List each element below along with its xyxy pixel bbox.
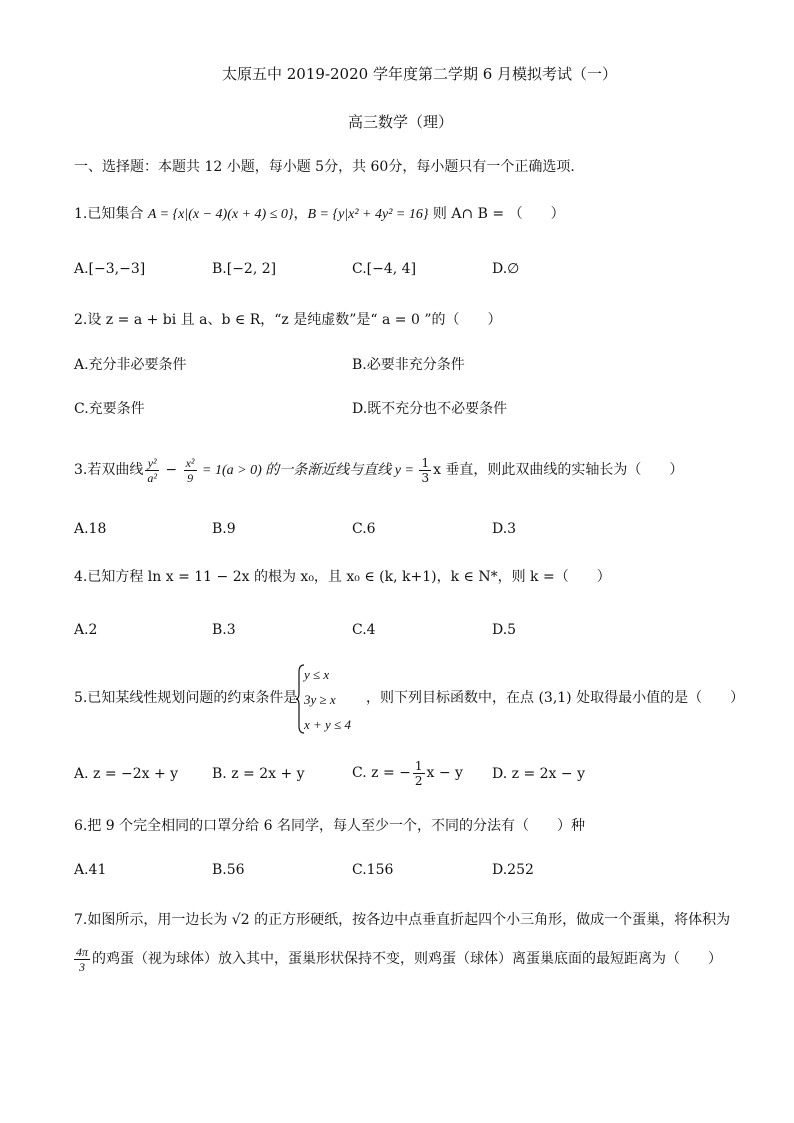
q3-suffix: x 垂直，则此双曲线的实轴长为（ ） bbox=[433, 462, 684, 478]
q5-optc-den: 2 bbox=[414, 773, 423, 788]
q4-option-c[interactable]: C.4 bbox=[352, 622, 376, 638]
q3-option-b[interactable]: B.9 bbox=[212, 521, 236, 537]
q3-minus: − bbox=[160, 462, 182, 478]
q4-option-b[interactable]: B.3 bbox=[212, 622, 236, 638]
question-3 bbox=[74, 453, 683, 488]
q2-option-d[interactable]: D.既不充分也不必要条件 bbox=[352, 401, 508, 417]
q7-fraction bbox=[74, 945, 90, 974]
q6-option-a[interactable]: A.41 bbox=[74, 862, 107, 878]
q1-option-b[interactable]: B.[−2, 2] bbox=[212, 261, 277, 277]
question-7-line2 bbox=[72, 942, 722, 976]
q3-prefix: 3.若双曲线 bbox=[74, 462, 144, 478]
section-heading: 一、选择题：本题共 12 小题，每小题 5分，共 60分，每小题只有一个正确选项. bbox=[74, 159, 575, 175]
q3-f2-den: 9 bbox=[187, 470, 194, 485]
q1-set-b: B = {y|x² + 4y² = 16} bbox=[307, 207, 429, 222]
q3-option-d[interactable]: D.3 bbox=[492, 521, 517, 537]
q2-option-c[interactable]: C.充要条件 bbox=[74, 401, 145, 417]
q6-option-b[interactable]: B.56 bbox=[212, 862, 245, 878]
question-7-line1: 7.如图所示，用一边长为 √2 的正方形硬纸，按各边中点垂直折起四个小三角形，做成一个蛋巢，将体积为 bbox=[74, 912, 731, 928]
q1-suffix: 则 A∩ B = （ ） bbox=[428, 206, 565, 222]
q1-sep: ， bbox=[293, 206, 308, 222]
q5-suffix: ，则下列目标函数中，在点 (3,1) 处取得最小值的是（ ） bbox=[366, 690, 745, 706]
q5-option-c[interactable] bbox=[352, 756, 463, 790]
q3-f1-num: y² bbox=[145, 456, 159, 471]
page-title: 太原五中 2019-2020 学年度第二学期 6 月模拟考试（一） bbox=[222, 65, 618, 83]
q5-prefix: 5.已知某线性规划问题的约束条件是 bbox=[74, 690, 298, 706]
question-6: 6.把 9 个完全相同的口罩分给 6 名同学，每人至少一个，不同的分法有（ ）种 bbox=[74, 818, 585, 834]
q2-option-b[interactable]: B.必要非充分条件 bbox=[352, 357, 465, 373]
q3-fraction-3 bbox=[419, 456, 431, 485]
q5-option-a[interactable]: A. z = −2x + y bbox=[74, 766, 179, 782]
q3-option-a[interactable]: A.18 bbox=[74, 521, 107, 537]
q5-constraint-3: x + y ≤ 4 bbox=[304, 717, 351, 732]
q1-set-a: A = {x|(x − 4)(x + 4) ≤ 0} bbox=[147, 207, 294, 222]
q7-frac-num: 4π bbox=[76, 944, 89, 959]
q1-option-d[interactable]: D.∅ bbox=[492, 261, 520, 277]
q3-f3-num: 1 bbox=[421, 455, 430, 470]
q5-constraints bbox=[304, 662, 351, 737]
q5-optc-prefix: C. z = − bbox=[352, 765, 411, 781]
q1-option-a[interactable]: A.[−3,−3] bbox=[74, 261, 146, 277]
q3-option-c[interactable]: C.6 bbox=[352, 521, 376, 537]
q3-fraction-1 bbox=[145, 456, 159, 485]
q4-option-d[interactable]: D.5 bbox=[492, 622, 517, 638]
q3-f2-num: x² bbox=[185, 455, 195, 470]
q7-frac-den: 3 bbox=[79, 959, 85, 974]
q5-constraint-1: y ≤ x bbox=[304, 667, 330, 682]
q1-option-c[interactable]: C.[−4, 4] bbox=[352, 261, 417, 277]
question-4: 4.已知方程 ln x = 11 − 2x 的根为 x₀，且 x₀ ∈ (k, k+1)，k ∈ N*，则 k =（ ） bbox=[74, 569, 611, 585]
q3-fraction-2 bbox=[184, 456, 197, 485]
q5-constraint-2: 3y ≥ x bbox=[304, 692, 336, 707]
q7-line2-text: 的鸡蛋（视为球体）放入其中，蛋巢形状保持不变，则鸡蛋（球体）离蛋巢底面的最短距离为（ ） bbox=[92, 951, 723, 967]
q5-optc-fraction bbox=[413, 759, 425, 788]
q4-option-a[interactable]: A.2 bbox=[74, 622, 98, 638]
page-subtitle: 高三数学（理） bbox=[348, 113, 454, 131]
q1-prefix: 1.已知集合 bbox=[74, 206, 148, 222]
q5-option-d[interactable]: D. z = 2x − y bbox=[492, 766, 585, 782]
question-1 bbox=[74, 204, 565, 225]
q5-optc-num: 1 bbox=[414, 758, 423, 773]
q3-mid: = 1(a > 0) 的一条渐近线与直线 y = bbox=[198, 463, 418, 478]
q6-option-c[interactable]: C.156 bbox=[352, 862, 394, 878]
q2-option-a[interactable]: A.充分非必要条件 bbox=[74, 357, 187, 373]
q6-option-d[interactable]: D.252 bbox=[492, 862, 534, 878]
q5-optc-suffix: x − y bbox=[426, 765, 463, 781]
q3-f3-den: 3 bbox=[421, 470, 430, 485]
question-2: 2.设 z = a + bi 且 a、b ∈ R，“z 是纯虚数”是“ a = 0 ”的（ ） bbox=[74, 312, 502, 328]
q5-option-b[interactable]: B. z = 2x + y bbox=[212, 766, 305, 782]
q3-f1-den: a² bbox=[147, 470, 157, 485]
